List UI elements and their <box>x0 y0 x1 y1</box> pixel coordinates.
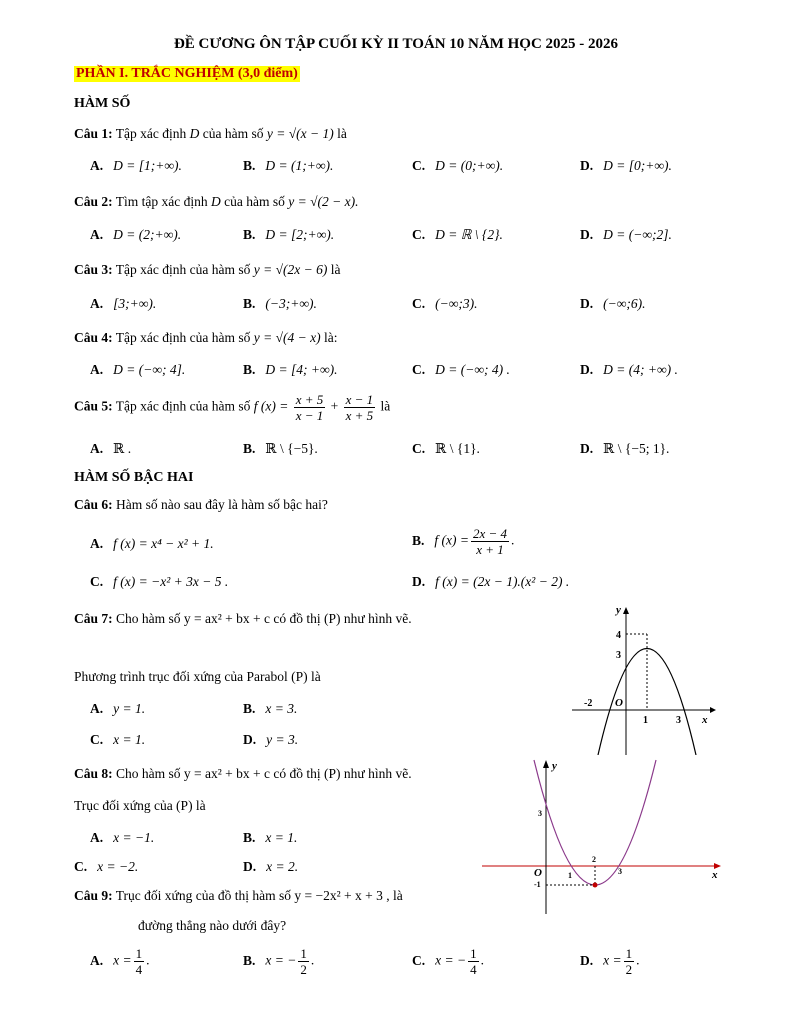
option-key: B. <box>243 701 256 716</box>
option-key: B. <box>243 158 256 173</box>
tick-label-x1: 1 <box>568 871 572 880</box>
question-label: Câu 5: <box>74 398 113 414</box>
y-axis-label: y <box>552 760 557 772</box>
q5-option-c[interactable] <box>412 441 480 457</box>
q4-option-d[interactable] <box>580 362 678 378</box>
question-text: Tập xác định của hàm số <box>115 262 251 277</box>
question-5 <box>74 392 390 423</box>
question-7 <box>74 611 412 627</box>
q7-option-c[interactable] <box>90 732 145 748</box>
option-key: D. <box>243 859 257 874</box>
q8-option-c[interactable] <box>74 859 138 875</box>
q9-option-c[interactable]: C. x = − $\frac{1}{4}$ . <box>412 946 484 977</box>
question-label: Câu 2: <box>74 194 113 209</box>
fraction-numerator: 1 <box>470 946 477 961</box>
fraction-denominator: 2 <box>300 962 307 977</box>
q1-option-a[interactable] <box>90 158 182 174</box>
option-value: [3;+∞). <box>113 296 157 311</box>
option-value: (−∞;3). <box>435 296 478 311</box>
q8-option-a[interactable] <box>90 830 154 846</box>
fraction-numerator: 2x − 4 <box>472 526 508 541</box>
fraction-denominator: x + 5 <box>345 408 374 423</box>
option-key: C. <box>412 441 426 456</box>
option-value: x = − <box>435 952 467 968</box>
option-value: x = −1. <box>113 830 155 845</box>
question-text: Trục đối xứng của đồ thị hàm số y = −2x² + x + 3 , là <box>115 888 403 903</box>
q9-option-b[interactable]: B. x = − $\frac{1}{2}$ . <box>243 946 315 977</box>
question-text: là <box>330 262 341 277</box>
q6-option-a[interactable] <box>90 536 214 552</box>
option-key: A. <box>90 830 104 845</box>
q5-option-a[interactable] <box>90 441 131 457</box>
document-title: ĐỀ CƯƠNG ÔN TẬP CUỐI KỲ II TOÁN 10 NĂM HỌC 2025 - 2026 <box>173 36 619 52</box>
math-expression: y = √(2 − x). <box>288 194 359 209</box>
question-label: Câu 3: <box>74 262 113 277</box>
option-key: A. <box>90 227 104 242</box>
question-text: của hàm số <box>224 194 285 209</box>
option-value: x = −2. <box>97 859 139 874</box>
tick-label-y4: 4 <box>616 630 621 641</box>
q2-option-d[interactable] <box>580 227 672 243</box>
tick-label-x-neg2: -2 <box>584 698 593 709</box>
option-key: B. <box>243 362 256 377</box>
q9-option-d[interactable]: D. x = $\frac{1}{2}$ . <box>580 946 640 977</box>
q8-option-d[interactable] <box>243 859 298 875</box>
question-3 <box>74 262 340 278</box>
q2-option-a[interactable] <box>90 227 181 243</box>
fraction-numerator: 1 <box>135 946 143 961</box>
fraction-denominator: x − 1 <box>295 408 324 423</box>
part-heading: PHẦN I. TRẮC NGHIỆM (3,0 điểm) <box>76 66 298 81</box>
fraction <box>468 946 479 977</box>
option-value: D = [1;+∞). <box>113 158 182 173</box>
question-7-prompt: Phương trình trục đối xứng của Parabol (P) là <box>74 669 321 684</box>
tick-label-x3: 3 <box>676 715 681 726</box>
question-label: Câu 9: <box>74 888 113 903</box>
question-label: Câu 1: <box>74 126 113 141</box>
q5-option-d[interactable] <box>580 441 669 457</box>
y-axis-arrow <box>623 607 629 614</box>
q5-option-b[interactable] <box>243 441 318 457</box>
operator: + <box>330 398 339 414</box>
tick-label-y3: 3 <box>538 809 542 818</box>
option-key: A. <box>90 701 104 716</box>
punctuation: . <box>511 532 515 548</box>
q1-option-d[interactable] <box>580 158 672 174</box>
option-key: D. <box>580 362 594 377</box>
option-key: D. <box>580 952 594 968</box>
q3-option-c[interactable] <box>412 296 477 312</box>
q4-option-a[interactable] <box>90 362 185 378</box>
option-value: f (x) = −x² + 3x − 5 . <box>113 574 229 589</box>
math-expression: f (x) = <box>253 398 289 414</box>
y-axis-arrow <box>543 760 549 768</box>
x-axis-label: x <box>712 869 718 881</box>
question-label: Câu 6: <box>74 497 113 512</box>
question-2 <box>74 194 358 210</box>
option-key: B. <box>243 830 256 845</box>
option-value: D = (0;+∞). <box>435 158 504 173</box>
q1-option-b[interactable] <box>243 158 333 174</box>
fraction-numerator: 1 <box>300 946 307 961</box>
option-value: ℝ \ {1}. <box>435 441 480 456</box>
fraction-numerator: 1 <box>625 946 633 961</box>
option-key: D. <box>580 158 594 173</box>
option-value: f (x) = <box>434 532 469 548</box>
option-key: A. <box>90 296 104 311</box>
question-8-prompt: Trục đối xứng của (P) là <box>74 798 206 813</box>
q3-option-d[interactable] <box>580 296 645 312</box>
q8-option-b[interactable] <box>243 830 297 846</box>
option-key: C. <box>412 158 426 173</box>
fraction <box>298 946 309 977</box>
option-key: D. <box>412 574 426 589</box>
option-value: D = ℝ \ {2}. <box>435 227 503 242</box>
option-key: A. <box>90 536 104 551</box>
tick-label-x2: 2 <box>592 855 596 864</box>
question-text: Tập xác định của hàm số <box>115 330 251 345</box>
option-value: y = 3. <box>266 732 299 747</box>
origin-label: O <box>534 867 542 879</box>
q4-option-b[interactable] <box>243 362 337 378</box>
fraction-denominator: 4 <box>470 962 477 977</box>
fraction-denominator: x + 1 <box>476 542 504 557</box>
option-key: B. <box>243 296 256 311</box>
option-key: D. <box>580 441 594 456</box>
option-key: B. <box>412 532 425 548</box>
section-heading-ham-so-bac-hai: HÀM SỐ BẬC HAI <box>74 470 194 485</box>
vertex-point <box>593 883 598 888</box>
tick-label-x3: 3 <box>618 867 622 876</box>
fraction <box>134 946 145 977</box>
fraction-numerator: x − 1 <box>345 392 374 407</box>
question-9 <box>74 888 403 904</box>
option-value: (−3;+∞). <box>265 296 317 311</box>
q4-option-c[interactable] <box>412 362 510 378</box>
option-value: D = (−∞;2]. <box>603 227 672 242</box>
option-value: D = (1;+∞). <box>265 158 334 173</box>
option-value: f (x) = x⁴ − x² + 1. <box>113 536 214 551</box>
option-key: B. <box>243 227 256 242</box>
math-expression: y = √(x − 1) <box>266 126 334 141</box>
option-value: D = [4; +∞). <box>265 362 338 377</box>
question-text: Cho hàm số y = ax² + bx + c có đồ thị (P) như hình vẽ. <box>116 766 412 781</box>
question-text: Tập xác định của hàm số <box>115 398 251 414</box>
math-expression: y = √(4 − x) <box>253 330 321 345</box>
q6-option-d[interactable] <box>412 574 569 590</box>
question-6 <box>74 497 328 513</box>
x-axis-arrow <box>710 707 716 713</box>
y-axis-label: y <box>616 604 621 616</box>
question-text: là <box>380 398 391 414</box>
q7-option-a[interactable] <box>90 701 145 717</box>
tick-label-y3: 3 <box>616 650 621 661</box>
option-key: C. <box>90 574 104 589</box>
fraction <box>471 526 509 557</box>
q3-option-a[interactable] <box>90 296 156 312</box>
option-value: D = [0;+∞). <box>603 158 672 173</box>
option-value: x = 3. <box>265 701 298 716</box>
fraction-denominator: 4 <box>135 962 143 977</box>
math-var: D <box>211 194 221 209</box>
math-expression: y = √(2x − 6) <box>253 262 328 277</box>
origin-label: O <box>615 697 623 709</box>
question-text: là <box>337 126 347 141</box>
option-key: B. <box>243 441 256 456</box>
question-text: là: <box>323 330 338 345</box>
q6-option-c[interactable] <box>90 574 228 590</box>
option-key: A. <box>90 362 104 377</box>
option-value: D = (−∞; 4]. <box>113 362 186 377</box>
tick-label-x1: 1 <box>643 715 648 726</box>
question-label: Câu 8: <box>74 766 113 781</box>
fraction <box>624 946 635 977</box>
option-value: ℝ . <box>113 441 132 456</box>
fraction-2 <box>344 392 376 423</box>
option-value: ℝ \ {−5}. <box>265 441 318 456</box>
q1-option-c[interactable] <box>412 158 503 174</box>
q7-option-d[interactable] <box>243 732 298 748</box>
q3-option-b[interactable] <box>243 296 317 312</box>
question-1 <box>74 126 347 142</box>
option-key: D. <box>243 732 257 747</box>
fraction-denominator: 2 <box>625 962 633 977</box>
option-key: C. <box>412 227 426 242</box>
q6-option-b[interactable] <box>412 526 514 557</box>
option-key: C. <box>412 952 426 968</box>
option-value: ℝ \ {−5; 1}. <box>603 441 670 456</box>
q2-option-b[interactable] <box>243 227 334 243</box>
fraction-1 <box>294 392 326 423</box>
option-key: C. <box>412 296 426 311</box>
option-key: A. <box>90 158 104 173</box>
section-heading-ham-so: HÀM SỐ <box>74 96 131 111</box>
parabola-curve <box>598 649 696 756</box>
q2-option-c[interactable] <box>412 227 503 243</box>
tick-label-y-neg1: -1 <box>534 880 541 889</box>
option-value: (−∞;6). <box>603 296 646 311</box>
question-8 <box>74 766 412 782</box>
option-key: D. <box>580 227 594 242</box>
option-value: x = <box>603 952 622 968</box>
option-key: B. <box>243 952 256 968</box>
question-text: Tìm tập xác định <box>115 194 208 209</box>
q9-option-a[interactable]: A. x = $\frac{1}{4}$ . <box>90 946 150 977</box>
question-text: Hàm số nào sau đây là hàm số bậc hai? <box>116 497 328 512</box>
x-axis-label: x <box>702 714 708 726</box>
graph-parabola-q8 <box>482 756 722 916</box>
option-value: x = <box>113 952 132 968</box>
option-key: C. <box>74 859 88 874</box>
option-value: f (x) = (2x − 1).(x² − 2) . <box>435 574 570 589</box>
option-value: D = (2;+∞). <box>113 227 182 242</box>
option-value: x = 1. <box>265 830 298 845</box>
option-key: D. <box>580 296 594 311</box>
question-label: Câu 4: <box>74 330 113 345</box>
option-key: C. <box>90 732 104 747</box>
option-key: A. <box>90 441 104 456</box>
question-text: Cho hàm số y = ax² + bx + c có đồ thị (P) như hình vẽ. <box>116 611 412 626</box>
option-value: D = [2;+∞). <box>265 227 335 242</box>
question-4 <box>74 330 337 346</box>
option-value: D = (−∞; 4) . <box>435 362 510 377</box>
math-var: D <box>189 126 200 141</box>
fraction-numerator: x + 5 <box>295 392 324 407</box>
question-9-prompt: đường thẳng nào dưới đây? <box>138 918 287 933</box>
graph-parabola-q7 <box>566 600 716 755</box>
option-value: D = (4; +∞) . <box>603 362 678 377</box>
option-key: A. <box>90 952 104 968</box>
option-key: C. <box>412 362 426 377</box>
q7-option-b[interactable] <box>243 701 297 717</box>
question-label: Câu 7: <box>74 611 113 626</box>
question-text: Tập xác định <box>115 126 187 141</box>
option-value: y = 1. <box>113 701 146 716</box>
option-value: x = 1. <box>113 732 146 747</box>
option-value: x = − <box>265 952 297 968</box>
question-text: của hàm số <box>202 126 264 141</box>
option-value: x = 2. <box>266 859 299 874</box>
